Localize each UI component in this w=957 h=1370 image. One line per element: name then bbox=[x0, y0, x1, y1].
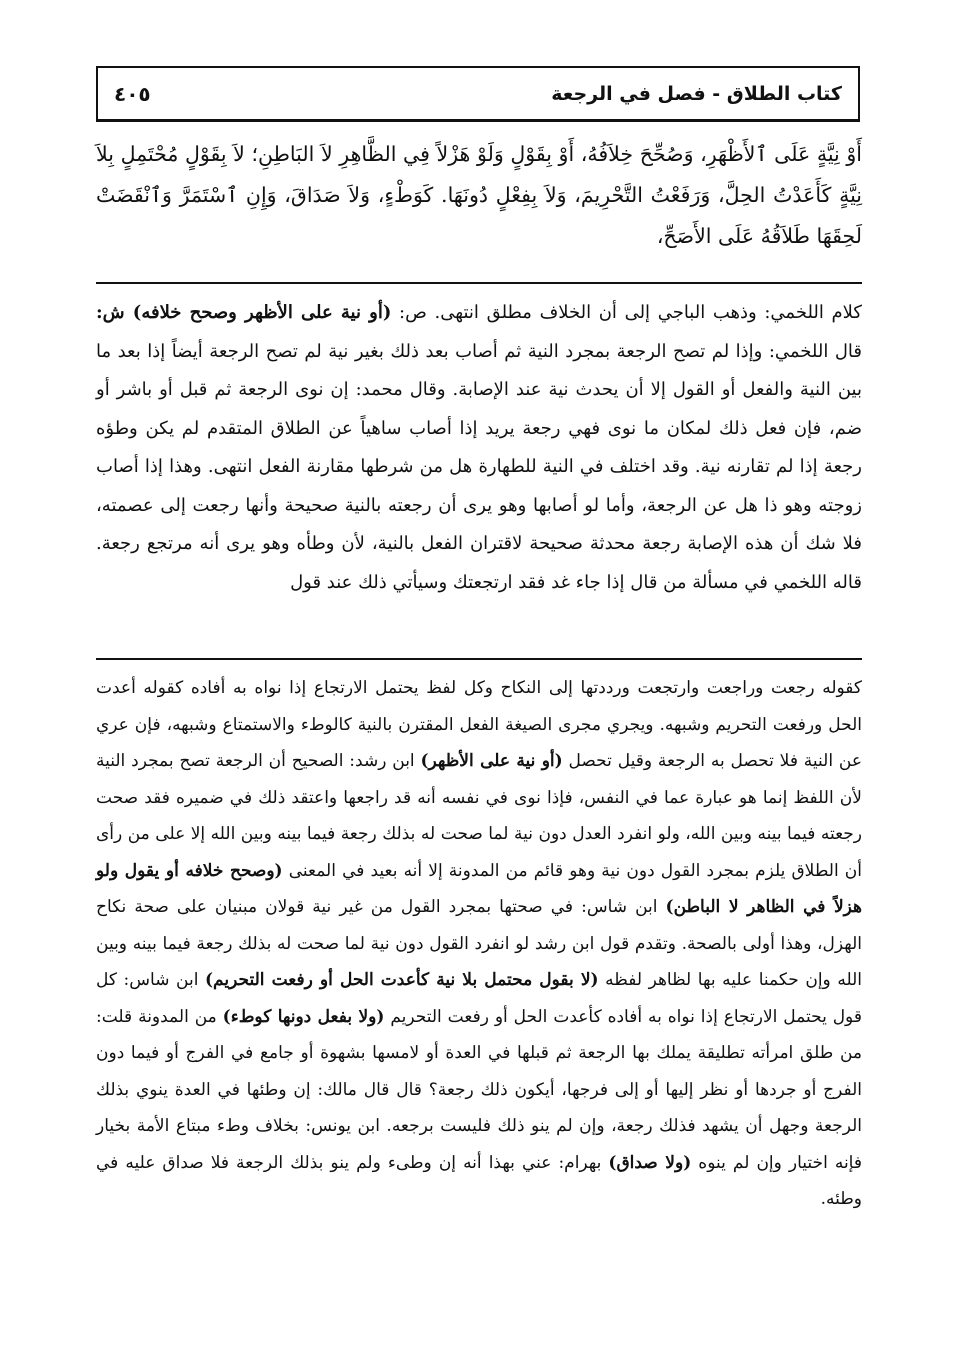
footnote-quote: (ولا بفعل دونها كوطء) bbox=[222, 1006, 385, 1027]
footnote-text: ابن شاس: في صحتها بمجرد القول من غير نية قولان مبنيان على صحة نكاح الهزل، وهذا أولى بالصحة. وتقدم قول ابن رشد لو انفرد القول دون نية لما صحت له بذلك رجعة فيما بينه وبين الله وإن حكمنا عليه بها لظاهر لفظه bbox=[96, 897, 862, 990]
footnote-paragraph bbox=[96, 670, 862, 1218]
footnote-commentary bbox=[96, 670, 862, 1218]
running-title: كتاب الطلاق - فصل في الرجعة bbox=[551, 82, 842, 105]
commentary-paragraph bbox=[96, 294, 862, 602]
section-divider bbox=[96, 282, 862, 284]
footnote-text: من المدونة قلت: من طلق امرأته تطليقة يملك بها الرجعة ثم قبلها في العدة أو لامسها بشهوة أو جامع في الفرج أو فيما دون الفرج أو جردها أو نظر إليها أو إلى فرجها، أيكون ذلك رجعة؟ قال قال مالك: إن وطئها في العدة ينوي بذلك الرجعة وجهل أن يشهد فذلك رجعة، وإن لم ينو ذلك فليست برجعه. ابن يونس: بخلاف وطء مبتاع الأمة بخيار فإنه اختيار وإن لم ينوه bbox=[96, 1006, 862, 1173]
commentary-text: قال اللخمي: وإذا لم تصح الرجعة بمجرد النية ثم أصاب بعد ذلك بغير نية لم تصح الرجعة أيضاً إذا بعد ما بين النية والفعل أو القول إلا أن يحدث نية عند الإصابة. وقال محمد: إن نوى الرجعة ثم قبل أو باشر أو ضم، فإن فعل ذلك لمكان ما نوى فهي رجعة يريد إذا أصاب ساهياً عن الطلاق المتقدم لم يكن وطؤه رجعة إذا لم تقارنه نية. وقد اختلف في النية للطهارة هل من شرطها مقارنة الفعل انتهى. وهذا إذا أصاب زوجته وهو ذا هل عن الرجعة، وأما لو أصابها وهو يرى أن رجعته بالنية صحيحة وأنها رجعت إلى عصمته، فلا شك أن هذه الإصابة رجعة محدثة صحيحة لاقتران الفعل بالنية، لأن وطأه وهو يرى أنه مرتجع رجعة. قاله اللخمي في مسألة من قال إذا جاء غد فقد ارتجعتك وسيأتي ذلك عند قول bbox=[96, 340, 862, 593]
footnote-text: بهرام: عني بهذا أنه إن وطىء ولم ينو بذلك الرجعة فلا صداق عليه في وطئه. bbox=[96, 1152, 862, 1209]
footnote-quote: (لا بقول محتمل بلا نية كأعدت الحل أو رفعت التحريم) bbox=[205, 970, 599, 990]
footnote-divider bbox=[96, 658, 862, 660]
commentary-quote: (أو نية على الأظهر وصحح خلافه) ش: bbox=[96, 302, 392, 323]
footnote-text: ابن رشد: الصحيح أن الرجعة تصح بمجرد النية لأن اللفظ إنما هو عبارة عما في النفس، فإذا نوى في نفسه أنه قد راجعها واعتقد ذلك في ضميره فقد صحت رجعته فيما بينه وبين الله، ولو انفرد العدل دون نية لما صحت له بذلك رجعة فيما بينه وبين الله إلا على من رأى أن الطلاق يلزم بمجرد القول دون نية وهو قائم من المدونة إلا أنه بعيد في المعنى bbox=[96, 751, 862, 881]
footnote-quote: (ولا صداق) bbox=[608, 1152, 692, 1173]
footnote-quote: (وصحح خلافه أو يقول ولو هزلاً في الظاهر لا الباطن) bbox=[96, 860, 862, 917]
page-number: ٤٠٥ bbox=[114, 81, 151, 106]
main-text-paragraph: أَوْ نِيَّةٍ عَلَى ٱلأَظْهَرِ، وَصُحِّحَ خِلاَفُهُ، أَوْ بِقَوْلٍ وَلَوْ هَزْلاً فِي الظَّاهِرِ لاَ البَاطِنِ؛ لاَ بِقَوْلٍ مُحْتَمِلٍ بِلاَ نِيَّةٍ كَأَعَدْتُ الحِلَّ، وَرَفَعْتُ التَّحْرِيمَ، وَلاَ بِفِعْلٍ دُونَهَا. كَوَطْءٍ، وَلاَ صَدَاقَ، وَإِنِ ٱسْتَمَرَّ وَٱنْقَضَتْ لَحِقَهَا طَلاَقُهُ عَلَى الأَصَحِّ، bbox=[96, 142, 862, 248]
footnote-quote: (أو نية على الأظهر) bbox=[420, 751, 563, 771]
book-page bbox=[96, 66, 862, 1356]
page-header bbox=[96, 66, 860, 122]
footnote-text: كقوله رجعت وراجعت وارتجعت ورددتها إلى النكاح وكل لفظ يحتمل الارتجاع إذا نواه به أفاده كقوله أعدت الحل ورفعت التحريم وشبهه. ويجري مجرى الصيغة الفعل المقترن بالنية كالوطء والاستمتاع وشبهه، فإن عري عن النية فلا تحصل به الرجعة وقيل تحصل bbox=[96, 678, 862, 771]
footnote-text: ابن شاس: كل قول يحتمل الارتجاع إذا نواه به أفاده كأعدت الحل أو رفعت التحريم bbox=[96, 970, 862, 1027]
main-text bbox=[96, 134, 862, 257]
commentary bbox=[96, 294, 862, 602]
commentary-text: كلام اللخمي: وذهب الباجي إلى أن الخلاف مطلق انتهى. ص: bbox=[391, 302, 862, 323]
